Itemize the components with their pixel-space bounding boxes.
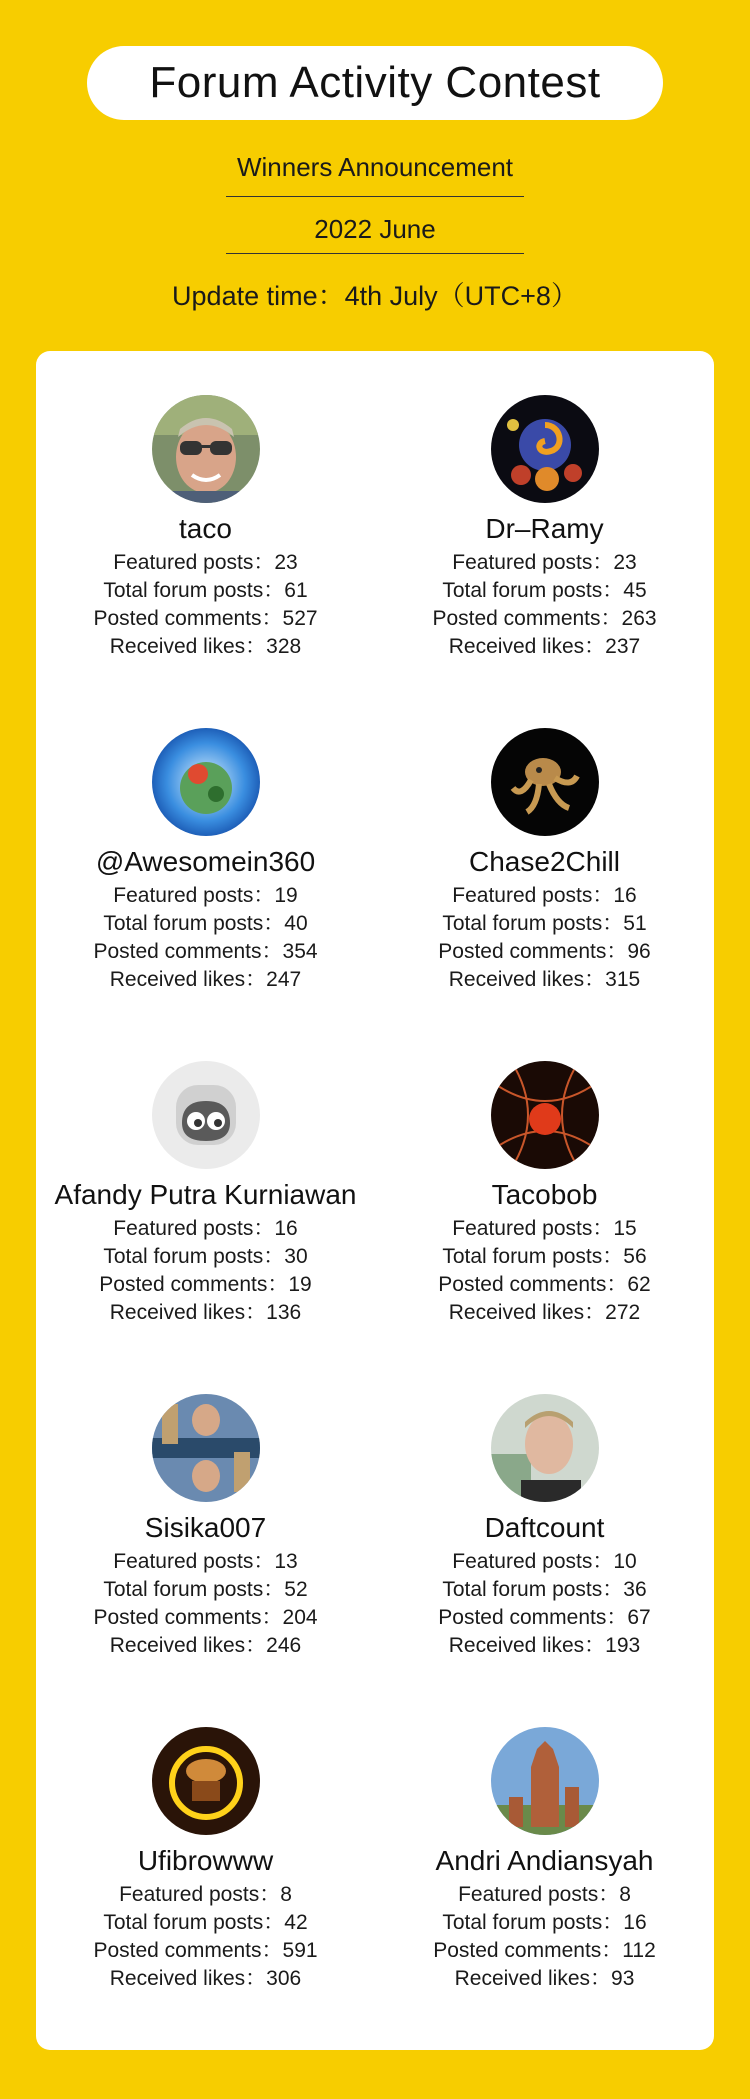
received-likes-label: Received likes：	[448, 1301, 606, 1324]
posted-comments	[375, 938, 714, 966]
featured-posts-value: 13	[274, 1550, 298, 1573]
winner-name: Afandy Putra Kurniawan	[54, 1179, 357, 1210]
posted-comments-label: Posted comments：	[93, 940, 283, 963]
total-forum-posts-value: 40	[284, 912, 308, 935]
winner-entry	[375, 1061, 714, 1327]
total-forum-posts	[375, 1909, 714, 1937]
posted-comments-label: Posted comments：	[432, 607, 622, 630]
featured-posts-label: Featured posts：	[452, 884, 614, 907]
mirrored-portrait-avatar	[152, 1394, 260, 1502]
featured-posts	[375, 1881, 714, 1909]
received-likes-label: Received likes：	[454, 1967, 612, 1990]
total-forum-posts-value: 42	[284, 1911, 308, 1934]
posted-comments-value: 62	[627, 1273, 651, 1296]
total-forum-posts-value: 16	[623, 1911, 647, 1934]
received-likes-value: 237	[605, 635, 641, 658]
posted-comments-label: Posted comments：	[438, 1606, 628, 1629]
red-sphere-avatar	[491, 1061, 599, 1169]
featured-posts	[36, 1548, 375, 1576]
posted-comments-label: Posted comments：	[438, 1273, 628, 1296]
total-forum-posts-value: 52	[284, 1578, 308, 1601]
period: 2022 June	[314, 214, 436, 244]
posted-comments-value: 591	[282, 1939, 318, 1962]
featured-posts-value: 8	[280, 1883, 292, 1906]
received-likes-value: 328	[266, 635, 302, 658]
featured-posts-value: 8	[619, 1883, 631, 1906]
total-forum-posts-label: Total forum posts：	[442, 579, 624, 602]
winner-entry	[375, 1394, 714, 1660]
posted-comments-label: Posted comments：	[433, 1939, 623, 1962]
winner-entry	[36, 1394, 375, 1660]
posted-comments-value: 527	[282, 607, 318, 630]
total-forum-posts-value: 56	[623, 1245, 647, 1268]
received-likes	[36, 1965, 375, 1993]
posted-comments-label: Posted comments：	[93, 1939, 283, 1962]
received-likes-label: Received likes：	[109, 635, 267, 658]
man-portrait-avatar	[491, 1394, 599, 1502]
total-forum-posts	[36, 1909, 375, 1937]
posted-comments	[36, 938, 375, 966]
featured-posts	[36, 1881, 375, 1909]
total-forum-posts-label: Total forum posts：	[103, 1578, 285, 1601]
posted-comments-value: 112	[622, 1939, 656, 1962]
winner-name: Sisika007	[144, 1512, 267, 1543]
featured-posts-value: 10	[613, 1550, 637, 1573]
received-likes	[375, 966, 714, 994]
received-likes-label: Received likes：	[448, 968, 606, 991]
total-forum-posts-value: 45	[623, 579, 647, 602]
featured-posts	[36, 549, 375, 577]
winner-entry	[36, 728, 375, 994]
featured-posts	[375, 882, 714, 910]
posted-comments	[36, 1937, 375, 1965]
posted-comments-value: 67	[627, 1606, 651, 1629]
sunglasses-man-avatar	[152, 395, 260, 503]
featured-posts	[36, 1215, 375, 1243]
default-face-avatar	[152, 1061, 260, 1169]
total-forum-posts	[36, 910, 375, 938]
received-likes	[375, 633, 714, 661]
posted-comments-label: Posted comments：	[438, 940, 628, 963]
divider	[226, 196, 524, 197]
featured-posts	[375, 1215, 714, 1243]
posted-comments-label: Posted comments：	[93, 607, 283, 630]
winner-name: Andri Andiansyah	[435, 1845, 654, 1876]
total-forum-posts	[36, 1576, 375, 1604]
subtitle: Winners Announcement	[236, 152, 514, 182]
featured-posts-value: 19	[274, 884, 298, 907]
total-forum-posts	[375, 910, 714, 938]
fractal-avatar	[491, 395, 599, 503]
featured-posts	[36, 882, 375, 910]
total-forum-posts	[375, 1243, 714, 1271]
received-likes-label: Received likes：	[448, 1634, 606, 1657]
received-likes-value: 193	[605, 1634, 641, 1657]
page-title: Forum Activity Contest	[87, 46, 663, 120]
total-forum-posts-label: Total forum posts：	[103, 912, 285, 935]
posted-comments	[36, 1604, 375, 1632]
featured-posts-value: 23	[274, 551, 298, 574]
winner-entry	[375, 1727, 714, 1993]
total-forum-posts-label: Total forum posts：	[103, 1245, 285, 1268]
winner-entry	[36, 1061, 375, 1327]
posted-comments-value: 204	[282, 1606, 318, 1629]
total-forum-posts-label: Total forum posts：	[442, 1245, 624, 1268]
received-likes	[36, 966, 375, 994]
posted-comments-value: 96	[627, 940, 651, 963]
featured-posts-label: Featured posts：	[113, 1217, 275, 1240]
winner-name: Tacobob	[491, 1179, 598, 1210]
featured-posts-label: Featured posts：	[119, 1883, 281, 1906]
featured-posts	[375, 1548, 714, 1576]
posted-comments	[375, 1604, 714, 1632]
planet-360-avatar	[152, 728, 260, 836]
winner-name: taco	[179, 513, 232, 544]
update-time: Update time：4th July（UTC+8）	[172, 281, 578, 311]
featured-posts-label: Featured posts：	[458, 1883, 620, 1906]
featured-posts-label: Featured posts：	[113, 884, 275, 907]
received-likes	[36, 1632, 375, 1660]
featured-posts-label: Featured posts：	[113, 1550, 275, 1573]
winner-entry	[375, 728, 714, 994]
temple-avatar	[491, 1727, 599, 1835]
received-likes-label: Received likes：	[109, 1967, 267, 1990]
featured-posts-value: 16	[613, 884, 637, 907]
total-forum-posts-label: Total forum posts：	[442, 1578, 624, 1601]
total-forum-posts-value: 61	[284, 579, 308, 602]
received-likes	[375, 1965, 714, 1993]
winner-entry	[36, 395, 375, 661]
posted-comments	[36, 1271, 375, 1299]
total-forum-posts-label: Total forum posts：	[103, 579, 285, 602]
received-likes-value: 306	[266, 1967, 302, 1990]
total-forum-posts	[36, 1243, 375, 1271]
posted-comments-label: Posted comments：	[99, 1273, 289, 1296]
posted-comments	[36, 605, 375, 633]
winner-name: Ufibrowww	[137, 1845, 274, 1876]
posted-comments	[375, 1937, 714, 1965]
received-likes	[36, 1299, 375, 1327]
total-forum-posts-value: 51	[623, 912, 647, 935]
featured-posts-value: 23	[613, 551, 637, 574]
total-forum-posts-value: 30	[284, 1245, 308, 1268]
received-likes	[375, 1632, 714, 1660]
featured-posts-label: Featured posts：	[113, 551, 275, 574]
winners-card	[36, 351, 714, 2050]
received-likes	[36, 633, 375, 661]
total-forum-posts-label: Total forum posts：	[103, 1911, 285, 1934]
posted-comments-value: 19	[288, 1273, 312, 1296]
total-forum-posts-label: Total forum posts：	[442, 1911, 624, 1934]
winners-grid	[36, 351, 714, 2050]
winner-name: Dr–Ramy	[485, 513, 604, 544]
winner-name: Chase2Chill	[469, 846, 620, 877]
received-likes	[375, 1299, 714, 1327]
received-likes-label: Received likes：	[109, 1634, 267, 1657]
received-likes-value: 246	[266, 1634, 302, 1657]
posted-comments-value: 263	[621, 607, 657, 630]
featured-posts-value: 15	[613, 1217, 637, 1240]
winner-name: Daftcount	[484, 1512, 605, 1543]
posted-comments	[375, 1271, 714, 1299]
received-likes-label: Received likes：	[448, 635, 606, 658]
total-forum-posts	[375, 577, 714, 605]
received-likes-value: 93	[611, 1967, 635, 1990]
featured-posts-value: 16	[274, 1217, 298, 1240]
total-forum-posts	[375, 1576, 714, 1604]
total-forum-posts-value: 36	[623, 1578, 647, 1601]
received-likes-label: Received likes：	[109, 1301, 267, 1324]
winner-name: @Awesomein360	[95, 846, 316, 877]
posted-comments	[375, 605, 714, 633]
featured-posts-label: Featured posts：	[452, 1217, 614, 1240]
total-forum-posts	[36, 577, 375, 605]
received-likes-value: 136	[266, 1301, 302, 1324]
featured-posts-label: Featured posts：	[452, 1550, 614, 1573]
divider	[226, 253, 524, 254]
received-likes-value: 247	[266, 968, 302, 991]
received-likes-label: Received likes：	[109, 968, 267, 991]
received-likes-value: 315	[605, 968, 641, 991]
posted-comments-value: 354	[282, 940, 318, 963]
featured-posts	[375, 549, 714, 577]
winner-entry	[36, 1727, 375, 1993]
posted-comments-label: Posted comments：	[93, 1606, 283, 1629]
received-likes-value: 272	[605, 1301, 641, 1324]
total-forum-posts-label: Total forum posts：	[442, 912, 624, 935]
winner-entry	[375, 395, 714, 661]
featured-posts-label: Featured posts：	[452, 551, 614, 574]
golden-ring-avatar	[152, 1727, 260, 1835]
octopus-avatar	[491, 728, 599, 836]
